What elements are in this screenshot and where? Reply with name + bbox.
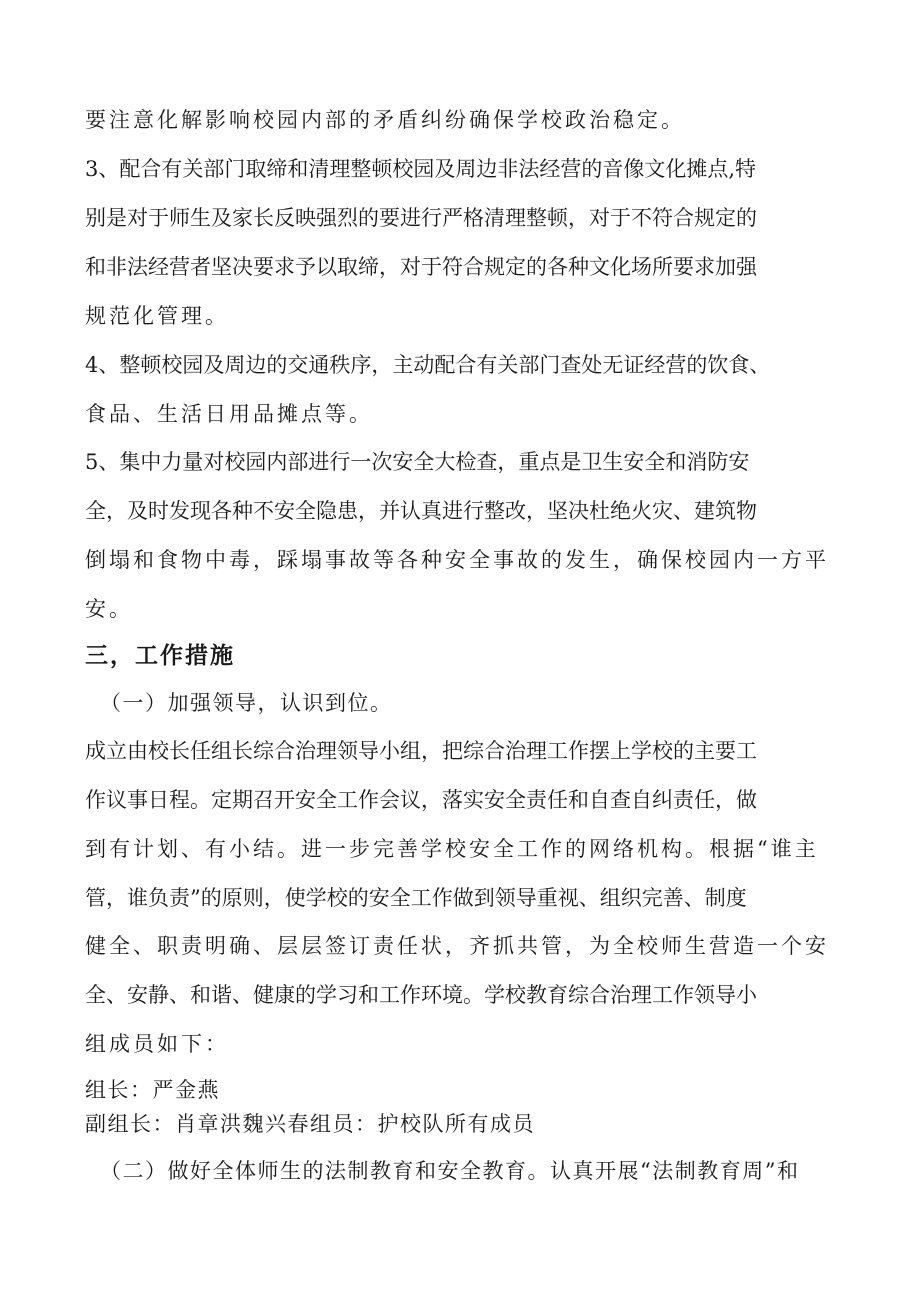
paragraph-line: 安。 (85, 597, 133, 621)
paragraph-line: 到有计划、有小结。进一步完善学校安全工作的网络机构。根据“谁主 (85, 837, 819, 861)
members-line: 副组长：肖章洪魏兴春组员：护校队所有成员 (85, 1112, 535, 1136)
paragraph-line: 和非法经营者坚决要求予以取缔，对于符合规定的各种文化场所要求加强 (85, 255, 757, 279)
item-4-line: 4、整顿校园及周边的交通秩序，主动配合有关部门查处无证经营的饮食、 (85, 353, 771, 377)
paragraph-line: 全，及时发现各种不安全隐患，并认真进行整改，坚决杜绝火灾、建筑物 (85, 499, 757, 523)
paragraph-line: 别是对于师生及家长反映强烈的要进行严格清理整顿，对于不符合规定的 (85, 206, 757, 230)
item-3-line: 3、配合有关部门取缔和清理整顿校园及周边非法经营的音像文化摊点,特 (85, 157, 757, 181)
paragraph-line: 作议事日程。定期召开安全工作会议，落实安全责任和自查自纠责任，做 (85, 788, 757, 812)
section-heading: 三，工作措施 (85, 643, 235, 669)
paragraph-line: 成立由校长任组长综合治理领导小组，把综合治理工作摆上学校的主要工 (85, 739, 757, 763)
item-5-line: 5、集中力量对校园内部进行一次安全大检查，重点是卫生安全和消防安 (85, 450, 750, 474)
paragraph-line: 组成员如下： (85, 1032, 229, 1056)
subsection-heading: （二）做好全体师生的法制教育和安全教育。认真开展“法制教育周”和 (100, 1159, 800, 1183)
paragraph-line: 要注意化解影响校园内部的矛盾纠纷确保学校政治稳定。 (85, 108, 685, 132)
paragraph-line: 健全、职责明确、层层签订责任状，齐抓共管，为全校师生营造一个安 (85, 934, 829, 958)
paragraph-line: 倒塌和食物中毒，踩塌事故等各种安全事故的发生，确保校园内一方平 (85, 548, 829, 572)
paragraph-line: 全、安静、和谐、健康的学习和工作环境。学校教育综合治理工作领导小 (85, 983, 757, 1007)
paragraph-line: 管，谁负责”的原则，使学校的安全工作做到领导重视、组织完善、制度 (85, 886, 747, 910)
paragraph-line: 食品、生活日用品摊点等。 (85, 402, 373, 426)
paragraph-line: 规范化管理。 (85, 304, 229, 328)
subsection-heading: （一）加强领导，认识到位。 (100, 691, 393, 715)
leader-line: 组长：严金燕 (85, 1078, 220, 1102)
